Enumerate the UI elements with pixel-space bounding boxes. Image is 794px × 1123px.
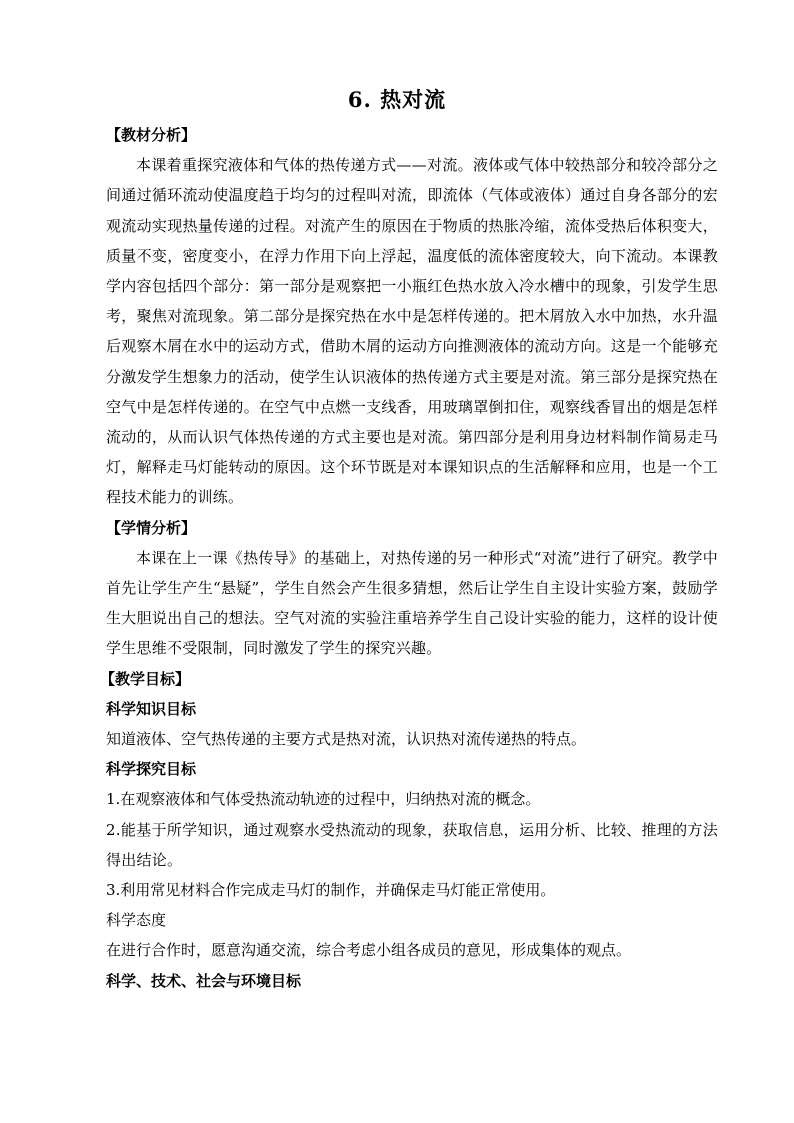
stse-goal-heading: 科学、技术、社会与环境目标 [106,971,302,990]
inquiry-goal-heading: 科学探究目标 [106,760,197,779]
student-analysis-paragraph: 本课在上一课《热传导》的基础上，对热传递的另一种形式“对流”进行了研究。教学中首先让学生产生“悬疑”，学生自然会产生很多猜想，然后让学生自主设计实验方案，鼓励学生大胆说出自己的想法。空气对流的实验注重培养学生自己设计实验的能力，这样的设计使学生思维不受限制，同时激发了学生的探究兴趣。 [106,548,718,658]
document-title: 6. 热对流 [347,87,447,112]
section-heading-textbook-analysis: 【教材分析】 [106,126,197,144]
attitude-goal-heading: 科学态度 [106,911,167,930]
inquiry-goal-item: 1.在观察液体和气体受热流动轨迹的过程中，归纳热对流的概念。 [106,790,541,809]
section-heading-teaching-goals: 【教学目标】 [100,669,191,688]
inquiry-goal-item: 3.利用常见材料合作完成走马灯的制作，并确保走马灯能正常使用。 [106,881,556,900]
section-heading-student-analysis: 【学情分析】 [106,518,197,537]
knowledge-goal-heading: 科学知识目标 [106,699,197,718]
inquiry-goal-item: 2.能基于所学知识，通过观察水受热流动的现象，获取信息，运用分析、比较、推理的方法得出结论。 [106,820,718,869]
document-body [100,120,718,996]
attitude-goal-text: 在进行合作时，愿意沟通交流，综合考虑小组各成员的意见，形成集体的观点。 [106,941,632,960]
knowledge-goal-text: 知道液体、空气热传递的主要方式是热对流，认识热对流传递热的特点。 [106,730,587,749]
textbook-analysis-paragraph: 本课着重探究液体和气体的热传递方式——对流。液体或气体中较热部分和较冷部分之间通过循环流动使温度趋于均匀的过程叫对流，即流体（气体或液体）通过自身各部分的宏观流动实现热量传递的过程。对流产生的原因在于物质的热胀冷缩，流体受热后体积变大，质量不变，密度变小，在浮力作用下向上浮起，温度低的流体密度较大，向下流动。本课教学内容包括四个部分：第一部分是观察把一小瓶红色热水放入冷水槽中的现象，引发学生思考，聚焦对流现象。第二部分是探究热在水中是怎样传递的。把木屑放入水中加热，水升温后观察木屑在水中的运动方式，借助木屑的运动方向推测液体的流动方向。这是一个能够充分激发学生想象力的活动，使学生认识液体的热传递方式主要是对流。第三部分是探究热在空气中是怎样传递的。在空气中点燃一支线香，用玻璃罩倒扣住，观察线香冒出的烟是怎样流动的，从而认识气体热传递的方式主要也是对流。第四部分是利用身边材料制作简易走马灯，解释走马灯能转动的原因。这个环节既是对本课知识点的生活解释和应用，也是一个工程技术能力的训练。 [106,156,718,507]
